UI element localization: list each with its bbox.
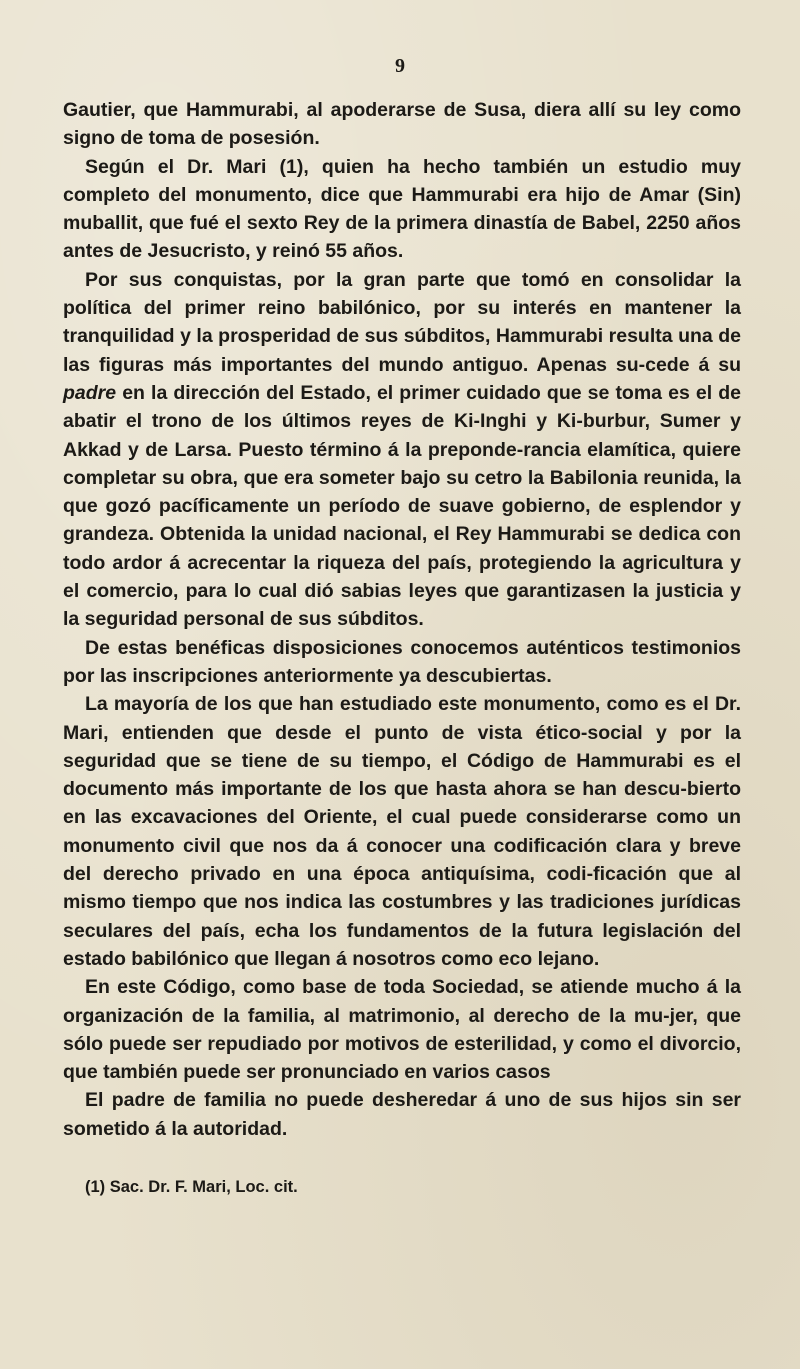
paragraph-1: Gautier, que Hammurabi, al apoderarse de Susa, diera allí su ley como signo de toma de posesión.: [63, 99, 741, 150]
body-text: [63, 96, 741, 1143]
paragraph-7: El padre de familia no puede desheredar á uno de sus hijos sin ser sometido á la autoridad.: [63, 1089, 741, 1140]
footnote: (1) Sac. Dr. F. Mari, Loc. cit.: [85, 1178, 298, 1196]
paragraph-5: La mayoría de los que han estudiado este monumento, como es el Dr. Mari, entienden que desde el punto de vista ético-social y por la seguridad que se tiene de su tiempo, el Código de Hammurabi es el documento más importante de los que hasta ahora se han descu-bierto en las excavaciones del Oriente, el cual puede considerarse como un monumento civil que nos da á conocer una codificación clara y breve del derecho privado en una época antiquísima, codi-ficación que al mismo tiempo que nos indica las costumbres y las tradiciones jurídicas seculares del país, echa los fundamentos de la futura legislación del estado babilónico que llegan á nosotros como eco lejano.: [63, 693, 741, 970]
paragraph-6: En este Código, como base de toda Sociedad, se atiende mucho á la organización de la familia, al matrimonio, al derecho de la mu-jer, que sólo puede ser repudiado por motivos de esterilidad, y como el divorcio, que también puede ser pronunciado en varios casos: [63, 976, 741, 1084]
paragraph-2: Según el Dr. Mari (1), quien ha hecho también un estudio muy completo del monumento, dice que Hammurabi era hijo de Amar (Sin) muballit, que fué el sexto Rey de la primera dinastía de Babel, 2250 años antes de Jesucristo, y reinó 55 años.: [63, 155, 741, 263]
paragraph-3-part-b: en la dirección del Estado, el primer cuidado que se toma es el de abatir el trono de los últimos reyes de Ki-Inghi y Ki-burbur, Sumer y Akkad y de Larsa. Puesto término á la preponde-rancia elamítica, quiere completar su obra, que era someter bajo su cetro la Babilonia reunida, la que gozó pacíficamente un período de suave gobierno, de esplendor y grandeza. Obtenida la unidad nacional, el Rey Hammurabi se dedica con todo ardor á acrecentar la riqueza del país, protegiendo la agricultura y el comercio, para lo cual dió sabias leyes que garantizasen la justicia y la seguridad personal de sus súbditos.: [63, 381, 741, 631]
page-number: 9: [395, 55, 405, 77]
paragraph-4: De estas benéficas disposiciones conocemos auténticos testimonios por las inscripciones anteriormente ya descubiertas.: [63, 636, 741, 687]
paragraph-3: [63, 266, 741, 634]
emphasis-padre: padre: [63, 381, 117, 404]
paragraph-3-part-a: Por sus conquistas, por la gran parte que tomó en consolidar la política del primer reino babilónico, por su interés en mantener la tranquilidad y la prosperidad de sus súbditos, Hammurabi resulta una de las figuras más importantes del mundo antiguo. Apenas su-cede á su: [63, 268, 741, 376]
